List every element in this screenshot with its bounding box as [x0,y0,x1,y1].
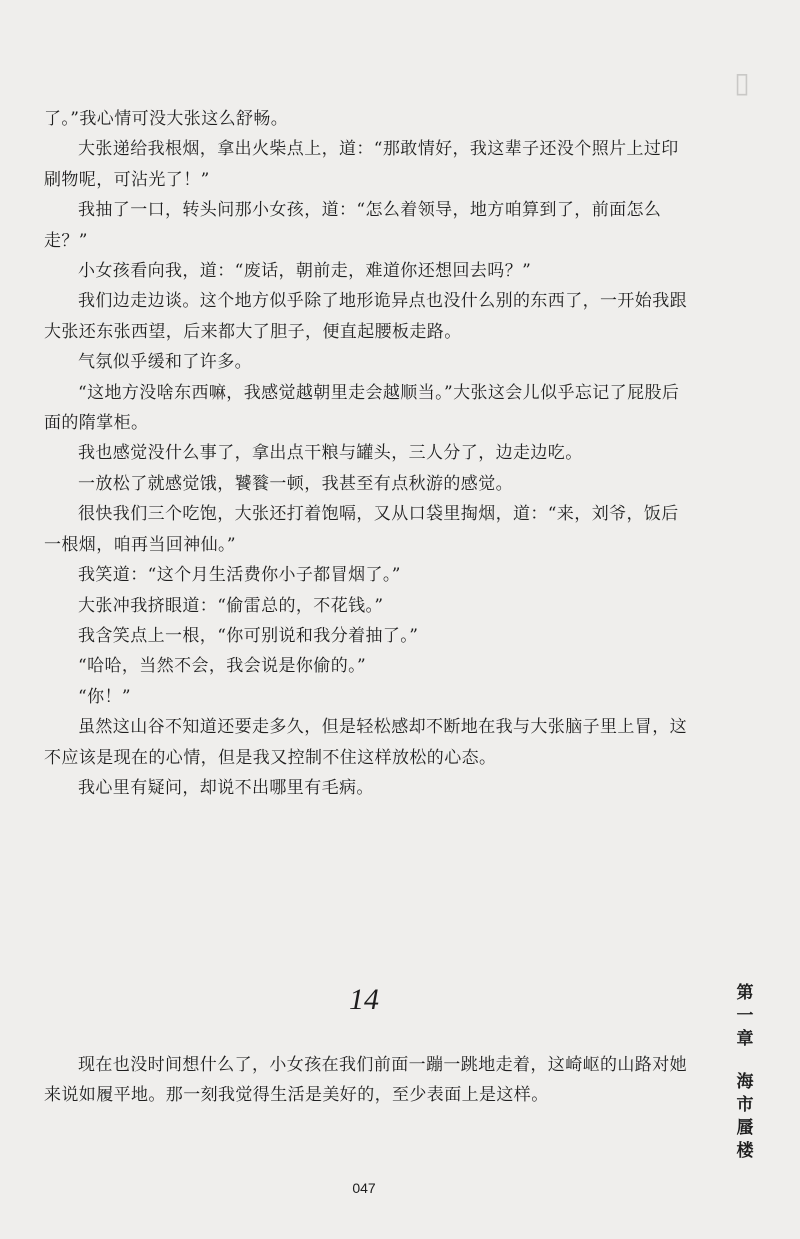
chapter-number: 14 [349,983,379,1016]
paragraph: 我心里有疑问，却说不出哪里有毛病。 [78,777,374,798]
paragraph: 我含笑点上一根，“你可别说和我分着抽了。” [78,625,419,646]
paragraph: 虽然这山谷不知道还要走多久，但是轻松感却不断地在我与大张脑子里上冒，这不应该是现在的心情，但是我又控制不住这样放松的心态。 [44,717,687,768]
paragraph: 气氛似乎缓和了许多。 [78,352,252,373]
side-label-char: 楼 [736,1141,754,1161]
paragraph: “你！” [78,686,131,707]
paragraph: 我们边走边谈。这个地方似乎除了地形诡异点也没什么别的东西了，一开始我跟大张还东张西望，后来都大了胆子，便直起腰板走路。 [44,291,687,342]
paragraph: 我抽了一口，转头问那小女孩，道：“怎么着领导，地方咱算到了，前面怎么走？” [44,200,662,251]
paragraph: 小女孩看向我，道：“废话，朝前走，难道你还想回去吗？” [78,261,532,282]
side-label-char: 章 [736,1029,754,1049]
page-number: 047 [352,1180,376,1196]
body-text-top [44,104,692,803]
paragraph: 很快我们三个吃饱，大张还打着饱嗝，又从口袋里掏烟，道：“来，刘爷，饭后一根烟，咱再当回神仙。” [44,504,679,555]
paragraph: 我也感觉没什么事了，拿出点干粮与罐头，三人分了，边走边吃。 [78,443,583,464]
paragraph: 大张冲我挤眼道：“偷雷总的，不花钱。” [78,595,384,616]
paragraph: “哈哈，当然不会，我会说是你偷的。” [78,656,367,677]
paragraph: 现在也没时间想什么了，小女孩在我们前面一蹦一跳地走着，这崎岖的山路对她来说如履平地。那一刻我觉得生活是美好的，至少表面上是这样。 [44,1055,687,1106]
paragraph: 了。”我心情可没大张这么舒畅。 [44,109,289,129]
side-label-char: 海 [736,1072,754,1092]
paragraph: “这地方没啥东西嘛，我感觉越朝里走会越顺当。”大张这会儿似乎忘记了屁股后面的隋掌柜。 [44,382,680,434]
paragraph: 大张递给我根烟，拿出火柴点上，道：“那敢情好，我这辈子还没个照片上过印刷物呢，可沾光了！” [44,139,679,190]
paragraph: 一放松了就感觉饿，饕餮一顿，我甚至有点秋游的感觉。 [78,473,513,494]
side-label-char: 第 [736,983,754,1003]
chapter-side-label [734,982,756,1163]
side-label-char: 蜃 [736,1118,754,1138]
body-text-bottom [44,1050,692,1111]
side-label-char: 市 [736,1095,754,1115]
bleed-through-mark: ▯ [734,66,750,99]
paragraph: 我笑道：“这个月生活费你小子都冒烟了。” [78,565,401,586]
side-label-char: 一 [736,1006,754,1026]
